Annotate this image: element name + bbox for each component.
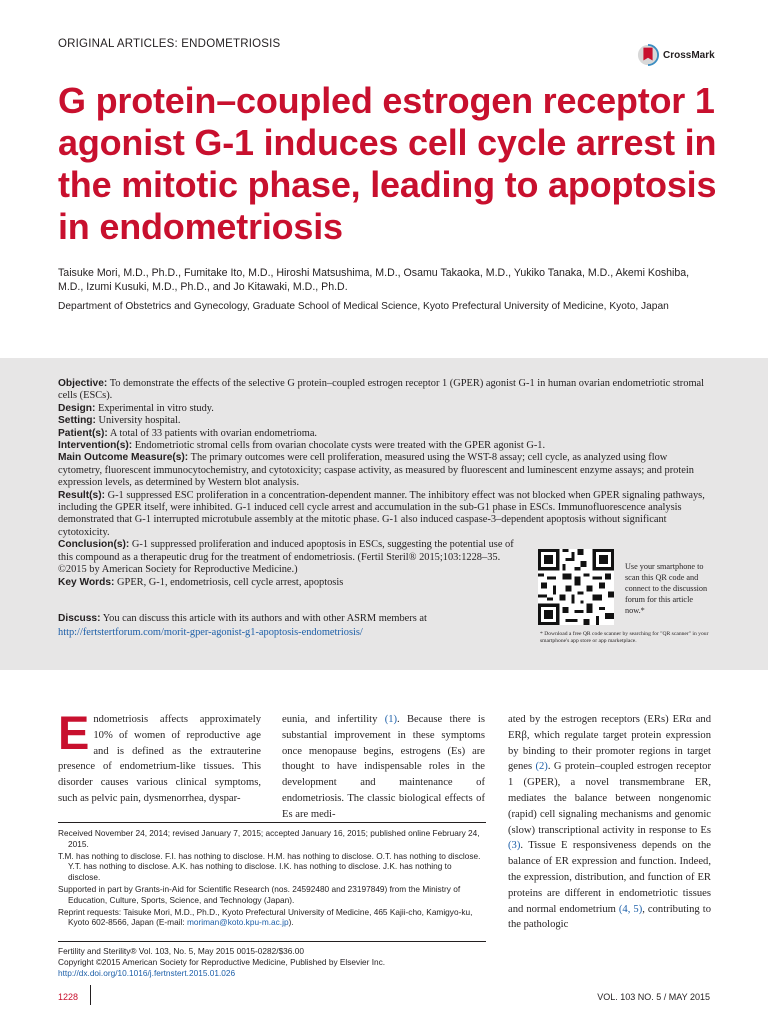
reprint-end: ). — [288, 917, 294, 928]
qr-code[interactable] — [538, 549, 614, 625]
discuss-paragraph — [58, 612, 528, 640]
footer-divider — [90, 985, 91, 1005]
design-text: Experimental in vitro study. — [97, 402, 214, 414]
citation-link[interactable]: (1) — [384, 714, 398, 725]
crossmark-label: CrossMark — [663, 49, 715, 61]
body-text: . Tissue E responsiveness depends on the balance of ER expression and function. Indeed, the expression, distribution, and function of ER proteins are different in endometriotic tissues and normal endometrium — [508, 840, 711, 915]
notes-divider — [58, 822, 486, 823]
patients-text: A total of 33 patients with ovarian endometrioma. — [109, 427, 318, 439]
objective-label: Objective: — [58, 378, 108, 389]
email-link[interactable]: moriman@koto.kpu-m.ac.jp — [187, 917, 289, 928]
qr-note: Use your smartphone to scan this QR code and connect to the discussion forum for this article now.* — [625, 562, 708, 615]
doi-link[interactable]: http://dx.doi.org/10.1016/j.fertnstert.2015.01.026 — [58, 967, 236, 978]
affiliation: Department of Obstetrics and Gynecology, Graduate School of Medical Science, Kyoto Prefectural University of Medicine, Kyoto, Japan — [58, 301, 669, 312]
reprint-requests — [58, 907, 486, 929]
keywords-text: GPER, G-1, endometriosis, cell cycle arrest, apoptosis — [117, 576, 344, 588]
citation-link[interactable]: (2) — [535, 761, 548, 773]
journal-divider — [58, 941, 486, 942]
dropcap: E — [58, 706, 90, 759]
article-notes — [58, 828, 486, 929]
citation-link[interactable]: (3) — [508, 840, 521, 852]
results-text: G-1 suppressed ESC proliferation in a concentration-dependent manner. The inhibitory effect was not blocked when GPER signaling pathways, including the GPER itself, were inhibited. G-1 induced cell cycle arrest and accumulation in the sub-G1 phase in ESCs. Immunofluorescence analysis demonstrated that G-1 interrupted microtubule assembly at the mitotic phase. G-1 also induced caspase-3–dependent apoptosis without significant cytotoxicity. — [58, 489, 705, 538]
body-text: ated by the estrogen receptors (ERs) ERα and ERβ, which regulate target protein expression by binding to their promoter regions in target genes — [508, 714, 711, 773]
outcome-text: The primary outcomes were cell proliferation, measured using the WST-8 assay; cell cycle, as analyzed using flow cytometry, fluorescent immunocytochemistry, and cytotoxicity; caspase activity, as measured by fluorescent and luminescent enzyme assays; and protein expression levels, as determined by Western blot analysis. — [58, 452, 694, 489]
reprint-text: Reprint requests: Taisuke Mori, M.D., Ph.D., Kyoto Prefectural University of Medicine, 465 Kajii-cho, Kamigyo-ku, Kyoto 602-8566, Japan (E-mail: — [58, 906, 473, 928]
journal-info — [58, 946, 486, 978]
crossmark-icon — [637, 44, 659, 66]
body-text: . G protein–coupled estrogen receptor 1 (GPER), a novel transmembrane ER, mediates the balance between nongenomic (rapid) cell signaling mechanisms and genomic (slow) transcriptional activity in response to Es — [508, 761, 711, 836]
conclusions-label: Conclusion(s): — [58, 539, 130, 551]
outcome-label: Main Outcome Measure(s): — [58, 452, 189, 464]
setting-text: University hospital. — [98, 415, 181, 427]
discuss-label: Discuss: — [58, 613, 101, 624]
received-dates: Received November 24, 2014; revised January 7, 2015; accepted January 16, 2015; published online February 24, 2015. — [58, 828, 480, 849]
citation-link[interactable]: (4, 5) — [618, 903, 643, 915]
copyright: Copyright ©2015 American Society for Reproductive Medicine, Published by Elsevier Inc. — [58, 956, 386, 967]
discuss-text: You can discuss this article with its authors and with other ASRM members at — [102, 613, 427, 624]
forum-link[interactable]: http://fertstertforum.com/morit-gper-agonist-g1-apoptosis-endometriosis/ — [58, 627, 363, 638]
body-column-2 — [282, 712, 485, 823]
qr-footnote: * Download a free QR code scanner by searching for "QR scanner" in your smartphone's app store or app marketplace. — [540, 631, 709, 644]
setting-label: Setting: — [58, 415, 96, 427]
journal-citation: Fertility and Sterility® Vol. 103, No. 5, May 2015 0015-0282/$36.00 — [58, 946, 304, 956]
interventions-text: Endometriotic stromal cells from ovarian chocolate cysts were treated with the GPER agonist G-1. — [134, 440, 546, 452]
keywords-label: Key Words: — [58, 576, 115, 588]
design-label: Design: — [58, 402, 96, 414]
funding: Supported in part by Grants-in-Aid for Scientific Research (nos. 24592480 and 23197849) from the Ministry of Education, Culture, Sports, Science, and Technology (Japan). — [58, 883, 461, 905]
issue-info: VOL. 103 NO. 5 / MAY 2015 — [597, 992, 710, 1002]
body-column-3 — [508, 712, 711, 933]
results-label: Result(s): — [58, 489, 105, 501]
interventions-label: Intervention(s): — [58, 440, 133, 452]
authors: Taisuke Mori, M.D., Ph.D., Fumitake Ito, M.D., Hiroshi Matsushima, M.D., Osamu Takaoka, M.D., Yukiko Tanaka, M.D., Akemi Koshiba, M.D., Izumi Kusuki, M.D., Ph.D., and Jo Kitawaki, M.D., Ph.D. — [58, 267, 690, 293]
section-heading: ORIGINAL ARTICLES: ENDOMETRIOSIS — [58, 38, 281, 50]
body-text: . Because there is substantial improvement in these symptoms once menopause begins, estrogens (Es) are thought to have indispensable roles in the development and maintenance of endometriosis. The classic biological effects of Es are medi- — [282, 714, 485, 820]
body-text: eunia, and infertility — [282, 714, 378, 725]
body-text: , contributing to the pathologic — [508, 903, 711, 931]
conclusions-text: G-1 suppressed proliferation and induced apoptosis in ESCs, suggesting the potential use of this compound as a therapeutic drug for the treatment of endometriosis. (Fertil Steril® 2015;103:1228–35. ©2015 by American Society for Reproductive Medicine.) — [58, 539, 514, 576]
disclosures: T.M. has nothing to disclose. F.I. has nothing to disclose. H.M. has nothing to disclose. O.T. has nothing to disclose. Y.T. has nothing to disclose. A.K. has nothing to disclose. I.K. has nothing to disclose. J.K. has nothing to disclose. — [58, 850, 481, 883]
crossmark-badge[interactable] — [637, 38, 717, 72]
body-column-1 — [58, 706, 261, 807]
objective-text: To demonstrate the effects of the selective G protein–coupled estrogen receptor 1 (GPER) agonist G-1 in human ovarian endometriotic stromal cells (ESCs). — [58, 378, 705, 402]
page-number: 1228 — [58, 992, 79, 1002]
article-title: G protein–coupled estrogen receptor 1 agonist G-1 induces cell cycle arrest in the mitotic phase, leading to apoptosis in endometriosis — [58, 80, 717, 247]
body-text: ndometriosis affects approximately 10% of women of reproductive age and is defined as the extrauterine presence of endometrium-like tissues. This disorder causes various clinical symptoms, such as pelvic pain, dysmenorrhea, dyspar- — [58, 714, 261, 804]
patients-label: Patient(s): — [58, 427, 108, 439]
